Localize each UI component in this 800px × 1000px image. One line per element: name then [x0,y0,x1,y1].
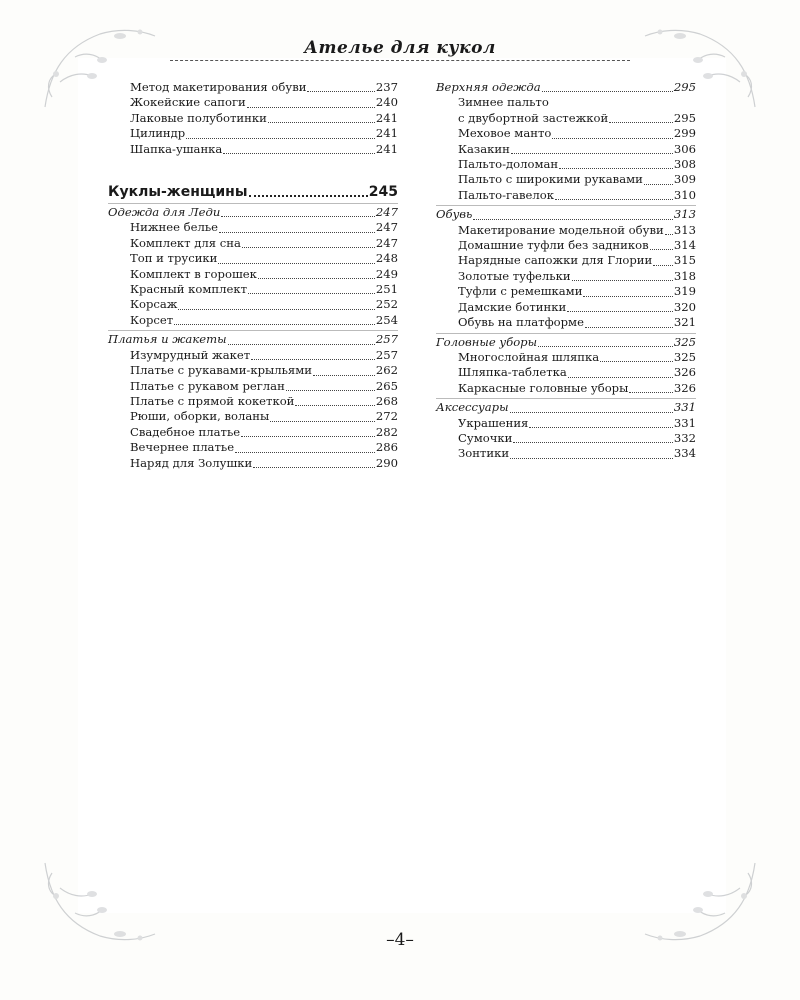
toc-entry[interactable]: Цилиндр 241 [130,126,398,141]
toc-entry[interactable]: Красный комплект 251 [130,282,398,297]
toc-entry[interactable]: Изумрудный жакет 257 [130,347,398,362]
toc-entry[interactable]: Украшения 331 [458,415,696,430]
toc-entry[interactable]: Платье с прямой кокеткой 268 [130,393,398,408]
toc-section-heading[interactable]: Головные уборы 325 [436,334,696,349]
toc-entry[interactable]: Комплект для сна 247 [130,235,398,250]
toc-entry[interactable]: Домашние туфли без задников 314 [458,238,696,253]
running-header-title: Ателье для кукол [304,38,496,58]
toc-entry[interactable]: Нарядные сапожки для Глории 315 [458,253,696,268]
toc-entry[interactable]: Туфли с ремешками 319 [458,284,696,299]
toc-section-heading[interactable]: Обувь 313 [436,207,696,222]
toc-entry[interactable]: Шляпка-таблетка 326 [458,365,696,380]
toc-section-heading[interactable]: Аксессуары 331 [436,400,696,415]
toc-entry[interactable]: Комплект в горошек 249 [130,266,398,281]
toc-entry[interactable]: Казакин 306 [458,141,696,156]
toc-entry[interactable]: Многослойная шляпка 325 [458,349,696,364]
toc-section-heading[interactable]: Одежда для Леди 247 [108,205,398,220]
toc-left-column [108,80,398,471]
toc-entry[interactable]: Пальто с широкими рукавами 309 [458,172,696,187]
toc-entry[interactable]: Корсет 254 [130,312,398,327]
section-divider [108,203,398,204]
toc-entry[interactable]: Вечернее платье 286 [130,440,398,455]
header-divider [170,60,630,61]
toc-entry-first-line[interactable]: Зимнее пальто [458,95,549,110]
section-divider [436,398,696,399]
toc-entry[interactable]: Метод макетирования обуви 237 [130,80,398,94]
toc-entry[interactable]: Макетирование модельной обуви 313 [458,222,696,237]
toc-entry[interactable]: Меховое манто 299 [458,126,696,141]
toc-entry[interactable]: Жокейские сапоги 240 [130,95,398,110]
toc-entry[interactable]: Пальто-доломан 308 [458,157,696,172]
toc-entry[interactable]: Дамские ботинки 320 [458,299,696,314]
toc-right-column [436,80,696,462]
toc-entry[interactable]: Сумочки 332 [458,430,696,445]
toc-chapter-heading[interactable]: Куклы-женщины 245 [108,184,398,201]
toc-entry[interactable]: Обувь на платформе 321 [458,315,696,330]
page-number: –4– [386,930,414,950]
toc-entry[interactable]: Нижнее белье 247 [130,220,398,235]
toc-entry[interactable]: Пальто-гавелок 310 [458,187,696,202]
toc-entry[interactable]: Корсаж 252 [130,297,398,312]
toc-entry[interactable]: Платье с рукавом реглан 265 [130,378,398,393]
toc-entry[interactable]: Лаковые полуботинки 241 [130,110,398,125]
toc-entry[interactable]: Топ и трусики 248 [130,251,398,266]
toc-entry[interactable]: Свадебное платье 282 [130,424,398,439]
section-divider [436,205,696,206]
toc-section-heading[interactable]: Верхняя одежда 295 [436,80,696,94]
toc-entry[interactable]: Зонтики 334 [458,446,696,461]
toc-section-heading[interactable]: Платья и жакеты 257 [108,332,398,347]
toc-entry[interactable]: Платье с рукавами-крыльями 262 [130,363,398,378]
toc-entry[interactable]: Наряд для Золушки 290 [130,455,398,470]
toc-entry[interactable]: Рюши, оборки, воланы 272 [130,409,398,424]
toc-entry[interactable]: Шапка-ушанка 241 [130,141,398,156]
section-divider [436,333,696,334]
toc-entry[interactable]: Золотые туфельки 318 [458,268,696,283]
section-divider [108,330,398,331]
toc-entry[interactable]: Каркасные головные уборы 326 [458,380,696,395]
toc-entry[interactable]: с двубортной застежкой 295 [458,110,696,125]
